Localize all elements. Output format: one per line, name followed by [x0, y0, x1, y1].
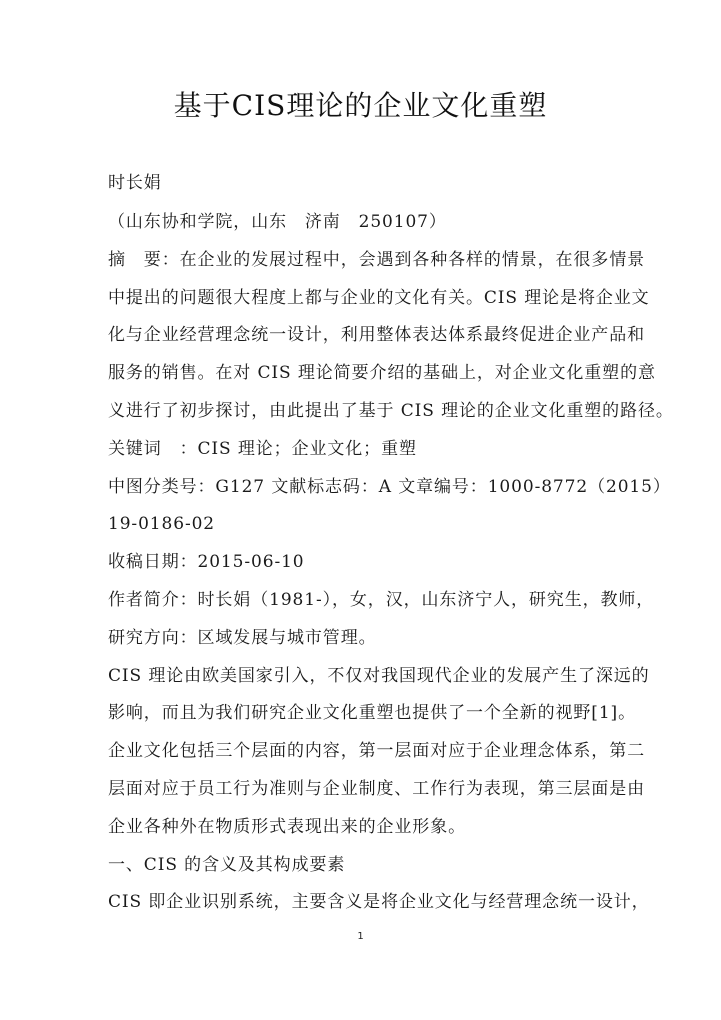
classification-line: 19-0186-02 [108, 514, 216, 535]
document-body [108, 168, 674, 922]
document-title: 基于CIS理论的企业文化重塑 [173, 89, 548, 122]
section-heading: 一、CIS 的含义及其构成要素 [108, 854, 346, 875]
author-name: 时长娟 [108, 173, 162, 193]
paragraph-line: CIS 理论由欧美国家引入，不仅对我国现代企业的发展产生了深远的 [108, 665, 650, 686]
received-date-line: 收稿日期：2015-06-10 [108, 552, 305, 573]
author-bio-line: 作者简介：时长娟（1981-），女，汉，山东济宁人，研究生，教师， [108, 589, 655, 610]
abstract-line: 摘 要：在企业的发展过程中，会遇到各种各样的情景，在很多情景 [108, 249, 645, 270]
paragraph-line: 层面对应于员工行为准则与企业制度、工作行为表现，第三层面是由 [108, 778, 645, 799]
abstract-line: 义进行了初步探讨，由此提出了基于 CIS 理论的企业文化重塑的路径。 [108, 400, 674, 421]
abstract-line: 中提出的问题很大程度上都与企业的文化有关。CIS 理论是将企业文 [108, 287, 650, 308]
paragraph-line: CIS 即企业识别系统，主要含义是将企业文化与经营理念统一设计， [108, 892, 650, 913]
abstract-line: 服务的销售。在对 CIS 理论简要介绍的基础上，对企业文化重塑的意 [108, 363, 656, 384]
paragraph-line: 影响，而且为我们研究企业文化重塑也提供了一个全新的视野[1]。 [108, 703, 636, 724]
paragraph-line: 企业各种外在物质形式表现出来的企业形象。 [108, 816, 466, 837]
abstract-line: 化与企业经营理念统一设计，利用整体表达体系最终促进企业产品和 [108, 325, 645, 346]
author-affiliation: （山东协和学院，山东 济南 250107） [108, 212, 447, 232]
page-number: 1 [357, 931, 364, 942]
classification-line: 中图分类号：G127 文献标志码：A 文章编号：1000-8772（2015） [108, 476, 671, 497]
paragraph-line: 企业文化包括三个层面的内容，第一层面对应于企业理念体系，第二 [108, 741, 645, 762]
keywords-line: 关键词 ：CIS 理论；企业文化；重塑 [108, 438, 417, 459]
author-bio-line: 研究方向：区域发展与城市管理。 [108, 627, 377, 648]
